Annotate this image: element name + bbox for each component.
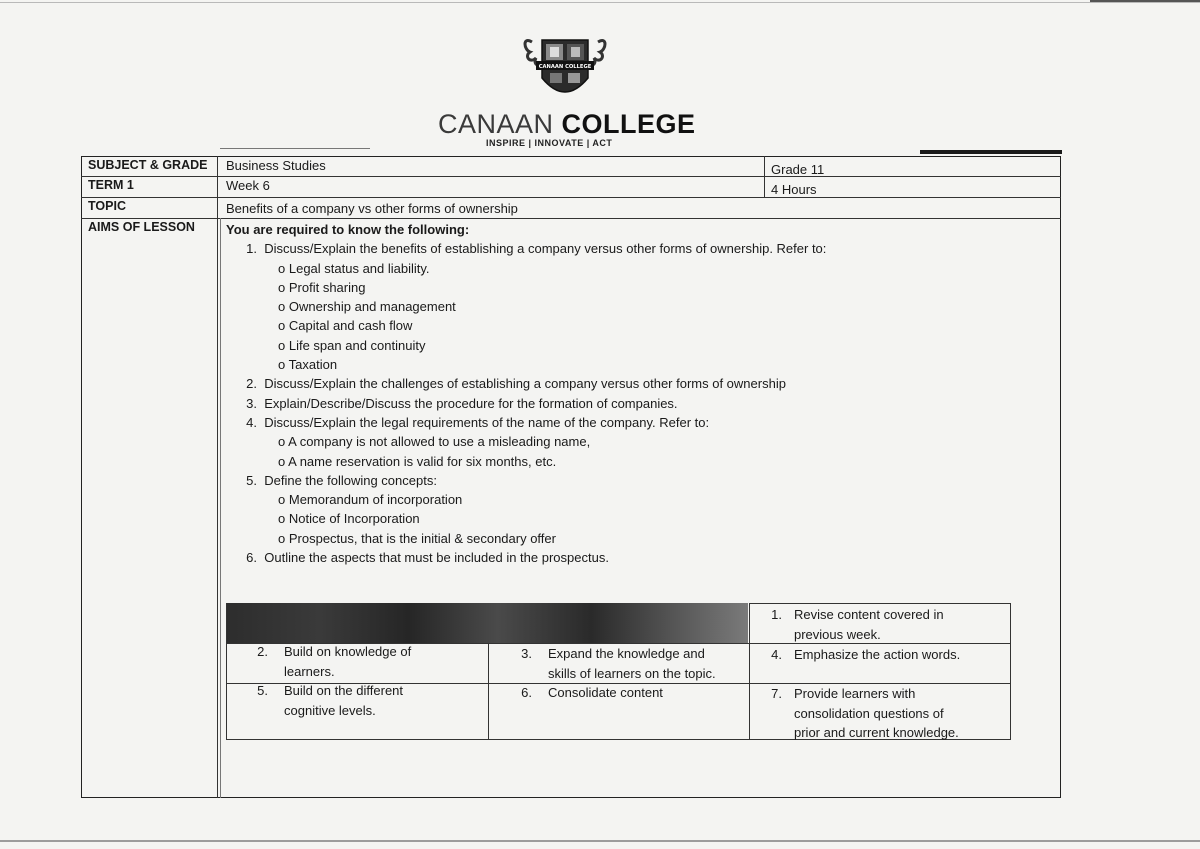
- principle-text: [284, 681, 403, 720]
- header-rule-left: [220, 148, 370, 149]
- principle-number: 4.: [771, 647, 782, 662]
- principle-7: [760, 684, 1010, 740]
- table-border: [750, 603, 1010, 604]
- aims-item-text: Define the following concepts:: [264, 472, 437, 488]
- aims-item-text: Discuss/Explain the benefits of establishing a company versus other forms of ownership. Refer to:: [264, 241, 827, 257]
- principle-number: 1.: [771, 607, 782, 622]
- aims-content: [226, 220, 1056, 567]
- column-divider-inner: [220, 218, 221, 798]
- brand-title: [438, 109, 698, 139]
- bullet-glyph: o: [278, 337, 286, 353]
- aims-subitem: [226, 509, 1056, 528]
- aims-item: [226, 413, 1056, 432]
- aims-subitem: [226, 316, 1056, 335]
- item-number: 5.: [246, 472, 257, 488]
- principle-number: 7.: [771, 686, 782, 701]
- aims-subitem: [226, 452, 1056, 471]
- principle-text: [794, 684, 959, 743]
- aims-item: [226, 394, 1056, 413]
- item-number: 6.: [246, 550, 257, 566]
- aims-heading: You are required to know the following:: [226, 222, 470, 237]
- aims-subitem: [226, 336, 1056, 355]
- topic-value: Benefits of a company vs other forms of ownership: [226, 201, 518, 216]
- principle-2: [246, 642, 486, 682]
- redacted-header-band: [226, 603, 748, 643]
- aims-subitem: [226, 278, 1056, 297]
- line: prior and current knowledge.: [794, 725, 959, 740]
- line: cognitive levels.: [284, 702, 376, 718]
- aims-item: [226, 239, 1056, 258]
- college-crest-logo: [520, 28, 610, 108]
- table-border: [226, 603, 227, 740]
- principle-text: [794, 605, 944, 644]
- principle-text: [284, 642, 411, 681]
- bullet-glyph: o: [278, 318, 286, 334]
- bullet-glyph: o: [278, 279, 286, 295]
- aims-subitem: [226, 490, 1056, 509]
- aims-item-text: Outline the aspects that must be included in the prospectus.: [264, 550, 609, 566]
- principle-text: Emphasize the action words.: [794, 647, 961, 662]
- subitem-text: Notice of Incorporation: [288, 511, 420, 527]
- line: skills of learners on the topic.: [548, 665, 716, 681]
- term-week-value: Week 6: [226, 178, 270, 193]
- aims-subitem: [226, 355, 1056, 374]
- table-border: [488, 643, 489, 740]
- row-divider: [81, 197, 1061, 198]
- principle-number: 6.: [521, 685, 532, 700]
- line: Build on knowledge of: [284, 644, 412, 659]
- teaching-principles-table: [226, 603, 1010, 740]
- line: Revise content covered in: [794, 607, 944, 622]
- line: Provide learners with: [794, 686, 916, 701]
- bullet-glyph: o: [278, 357, 286, 373]
- grade-value: Grade 11: [771, 162, 825, 177]
- aims-item-text: Discuss/Explain the challenges of establishing a company versus other forms of ownership: [264, 376, 786, 392]
- brand-name-bold: COLLEGE: [561, 109, 696, 139]
- scan-edge-top: [0, 2, 1200, 3]
- principle-number: 2.: [257, 644, 268, 659]
- principle-number: 3.: [521, 646, 532, 661]
- row-divider: [81, 218, 1061, 219]
- item-number: 1.: [246, 241, 257, 257]
- term-label: TERM 1: [88, 178, 134, 192]
- subitem-text: Legal status and liability.: [288, 260, 430, 276]
- brand-tagline: INSPIRE | INNOVATE | ACT: [486, 138, 613, 148]
- line: consolidation questions of: [794, 705, 944, 721]
- principle-text: [548, 644, 716, 683]
- bullet-glyph: o: [278, 453, 286, 469]
- principle-number: 5.: [257, 683, 268, 698]
- column-divider: [764, 156, 765, 198]
- scan-edge-bottom: [0, 840, 1200, 842]
- aims-subitem: [226, 432, 1056, 451]
- table-border: [1010, 603, 1011, 740]
- hours-value: 4 Hours: [771, 182, 817, 197]
- header-rule-right: [920, 150, 1062, 154]
- item-number: 2.: [246, 376, 257, 392]
- bullet-glyph: o: [278, 492, 286, 508]
- bullet-glyph: o: [278, 260, 286, 276]
- aims-item: [226, 471, 1056, 490]
- line: Expand the knowledge and: [548, 646, 705, 661]
- aims-label: AIMS OF LESSON: [88, 220, 195, 234]
- subitem-text: Profit sharing: [288, 279, 366, 295]
- bullet-glyph: o: [278, 299, 286, 315]
- subitem-text: A name reservation is valid for six months, etc.: [288, 453, 557, 469]
- aims-subitem: [226, 259, 1056, 278]
- bullet-glyph: o: [278, 530, 286, 546]
- subitem-text: Life span and continuity: [288, 337, 426, 353]
- crest-banner-text: CANAAN COLLEGE: [538, 64, 592, 70]
- aims-subitem: [226, 529, 1056, 548]
- principle-1: [760, 605, 1000, 645]
- aims-subitem: [226, 297, 1056, 316]
- subitem-text: Taxation: [288, 357, 338, 373]
- row-divider: [81, 176, 1061, 177]
- scan-edge-mark: [1090, 0, 1200, 2]
- subitem-text: Prospectus, that is the initial & secondary offer: [288, 530, 556, 546]
- principle-6: [510, 683, 750, 723]
- subject-value: Business Studies: [226, 158, 326, 173]
- line: Build on the different: [284, 683, 404, 698]
- subitem-text: Memorandum of incorporation: [288, 492, 463, 508]
- line: previous week.: [794, 626, 881, 642]
- aims-item-text: Discuss/Explain the legal requirements of the name of the company. Refer to:: [264, 414, 710, 430]
- principle-4: [760, 645, 1000, 685]
- principle-5: [246, 681, 486, 721]
- principle-text: Consolidate content: [548, 685, 663, 700]
- aims-item: [226, 374, 1056, 393]
- brand-name-light: CANAAN: [438, 109, 554, 139]
- item-number: 3.: [246, 395, 257, 411]
- item-number: 4.: [246, 414, 257, 430]
- line: learners.: [284, 663, 335, 679]
- aims-item-text: Explain/Describe/Discuss the procedure for the formation of companies.: [264, 395, 678, 411]
- topic-label: TOPIC: [88, 199, 126, 213]
- bullet-glyph: o: [278, 434, 286, 450]
- principle-3: [510, 644, 750, 684]
- aims-item: [226, 548, 1056, 567]
- column-divider: [217, 156, 218, 798]
- subitem-text: A company is not allowed to use a misleading name,: [288, 434, 591, 450]
- subitem-text: Capital and cash flow: [288, 318, 413, 334]
- bullet-glyph: o: [278, 511, 286, 527]
- subitem-text: Ownership and management: [288, 299, 456, 315]
- subject-grade-label: SUBJECT & GRADE: [88, 158, 208, 172]
